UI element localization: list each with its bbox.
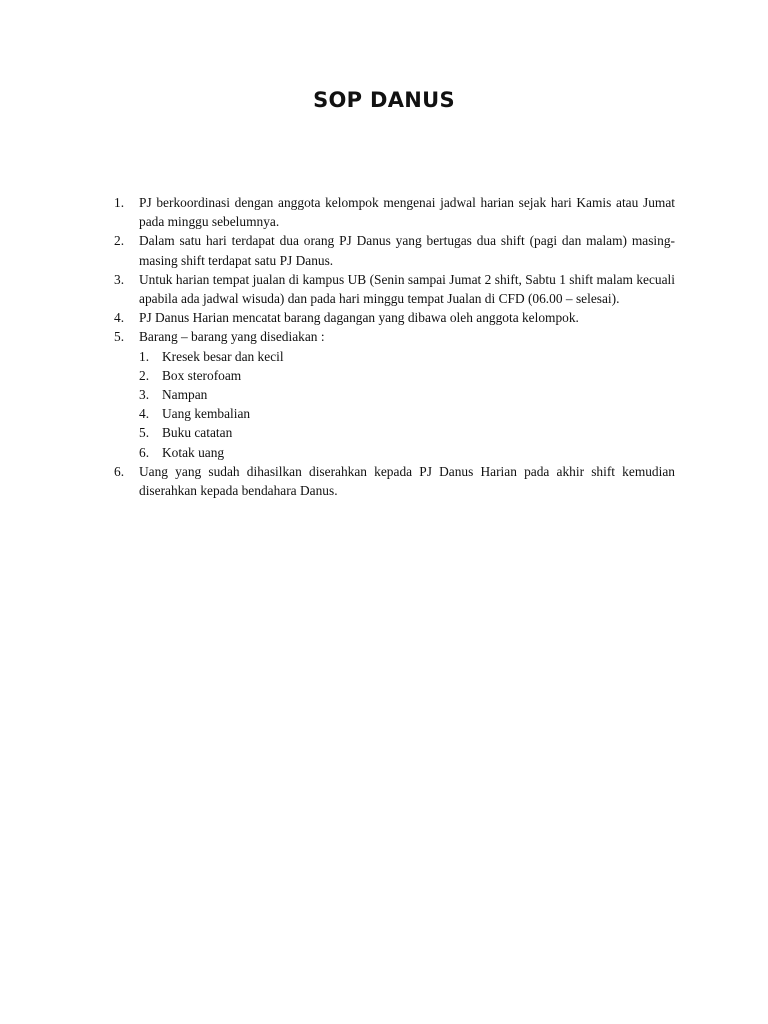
sublist-item bbox=[139, 404, 675, 423]
sublist-item-text: Nampan bbox=[162, 387, 208, 403]
sublist-item-text: Kresek besar dan kecil bbox=[162, 348, 284, 364]
sublist-item-number: 1. bbox=[139, 348, 150, 364]
list-item-4 bbox=[114, 308, 675, 327]
list-item-text: Barang – barang yang disediakan : bbox=[139, 329, 325, 345]
list-item-number: 5. bbox=[114, 329, 125, 345]
sop-list bbox=[114, 193, 675, 500]
sublist-item bbox=[139, 443, 675, 462]
list-item-5 bbox=[114, 327, 675, 461]
sublist-item-number: 3. bbox=[139, 387, 150, 403]
list-item-number: 6. bbox=[114, 463, 125, 479]
list-item-6 bbox=[114, 462, 675, 500]
sublist-item-number: 4. bbox=[139, 406, 150, 422]
sublist-item-number: 2. bbox=[139, 367, 150, 383]
list-item-text: Dalam satu hari terdapat dua orang PJ Danus yang bertugas dua shift (pagi dan malam) masing-masing shift terdapat satu PJ Danus. bbox=[139, 233, 675, 268]
supplies-sublist bbox=[139, 347, 675, 462]
list-item-text: Uang yang sudah dihasilkan diserahkan kepada PJ Danus Harian pada akhir shift kemudian diserahkan kepada bendahara Danus. bbox=[139, 463, 675, 499]
list-item-text: Untuk harian tempat jualan di kampus UB (Senin sampai Jumat 2 shift, Sabtu 1 shift malam kecuali apabila ada jadwal wisuda) dan pada hari minggu tempat Jualan di CFD (06.00 – selesai). bbox=[139, 271, 675, 307]
sublist-item-text: Kotak uang bbox=[162, 444, 225, 460]
sublist-item bbox=[139, 385, 675, 404]
list-item-body bbox=[139, 327, 675, 461]
sublist-item bbox=[139, 347, 675, 366]
list-item-2 bbox=[114, 231, 675, 269]
sublist-item-number: 5. bbox=[139, 425, 150, 441]
sublist-item-text: Uang kembalian bbox=[162, 406, 251, 422]
sublist-item-number: 6. bbox=[139, 444, 150, 460]
list-item-number: 3. bbox=[114, 271, 125, 287]
list-item-text: PJ berkoordinasi dengan anggota kelompok mengenai jadwal harian sejak hari Kamis atau Jumat pada minggu sebelumnya. bbox=[139, 195, 675, 230]
list-item-number: 4. bbox=[114, 310, 125, 326]
list-item-1 bbox=[114, 193, 675, 231]
sublist-item bbox=[139, 366, 675, 385]
list-item-number: 2. bbox=[114, 233, 125, 249]
list-item-text: PJ Danus Harian mencatat barang dagangan yang dibawa oleh anggota kelompok. bbox=[139, 310, 579, 326]
document-title: SOP DANUS bbox=[313, 88, 455, 112]
list-item-number: 1. bbox=[114, 195, 125, 210]
sublist-item-text: Box sterofoam bbox=[162, 367, 242, 383]
sublist-item bbox=[139, 423, 675, 442]
list-item-3 bbox=[114, 270, 675, 308]
sublist-item-text: Buku catatan bbox=[162, 425, 233, 441]
